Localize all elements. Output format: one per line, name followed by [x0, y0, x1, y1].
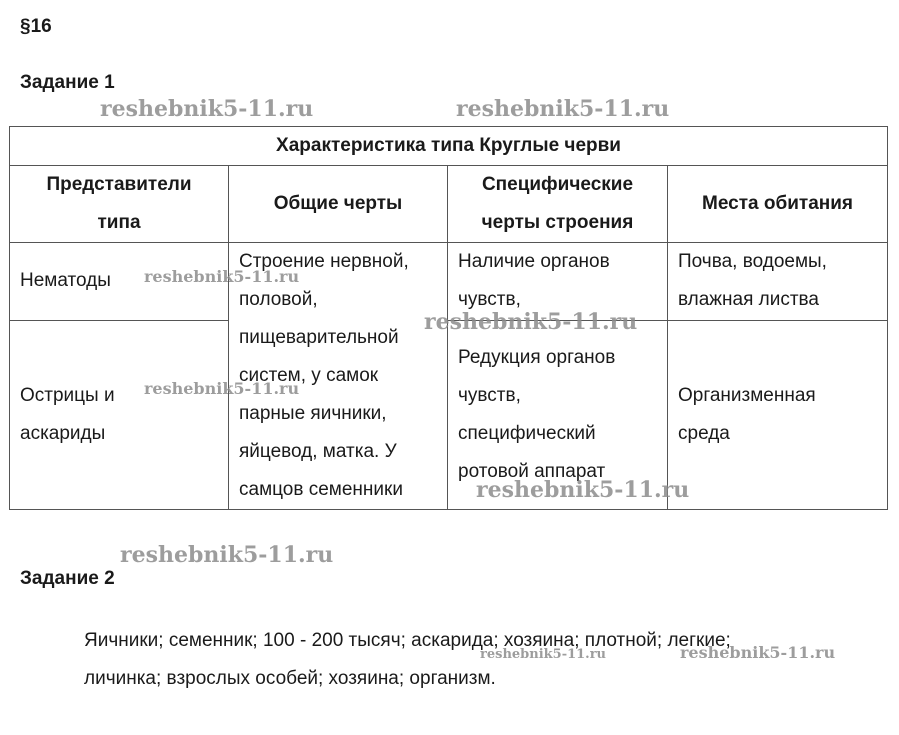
characteristics-table [9, 126, 888, 510]
cell-representatives: Острицы и аскариды [10, 320, 229, 509]
watermark: reshebnik5-11.ru [100, 96, 314, 122]
watermark: reshebnik5-11.ru [144, 267, 300, 286]
section-number: §16 [20, 16, 52, 37]
task-2-answer: Яичники; семенник; 100 - 200 тысяч; аскарида; хозяина; плотной; легкие; личинка; взрослых особей; хозяина; организм. [84, 630, 731, 689]
watermark: reshebnik5-11.ru [120, 542, 334, 568]
watermark: reshebnik5-11.ru [144, 379, 300, 398]
watermark: reshebnik5-11.ru [424, 309, 638, 335]
cell-habitat: Организменная среда [668, 320, 888, 509]
watermark: reshebnik5-11.ru [476, 477, 690, 503]
cell-specific-features: Наличие органов чувств, [448, 243, 668, 321]
table-row [10, 320, 888, 509]
cell-representatives: Нематоды [10, 243, 229, 321]
cell-specific-features: Редукция органов чувств, специфический ротовой аппарат [448, 320, 668, 509]
watermark: reshebnik5-11.ru [456, 96, 670, 122]
cell-common-features: Строение нервной, половой, пищеварительной систем, у самок парные яичники, яйцевод, матка. У самцов семенники [229, 243, 448, 510]
header-specific-features: Специфические черты строения [448, 166, 668, 243]
watermark: reshebnik5-11.ru [480, 647, 607, 662]
table-row [10, 243, 888, 321]
header-habitat: Места обитания [668, 166, 888, 243]
header-representatives: Представители типа [10, 166, 229, 243]
task-2-title: Задание 2 [20, 568, 115, 589]
header-common-features: Общие черты [229, 166, 448, 243]
table-caption: Характеристика типа Круглые черви [10, 127, 888, 166]
watermark: reshebnik5-11.ru [680, 643, 836, 662]
cell-habitat: Почва, водоемы, влажная листва [668, 243, 888, 321]
task-1-title: Задание 1 [20, 72, 115, 93]
